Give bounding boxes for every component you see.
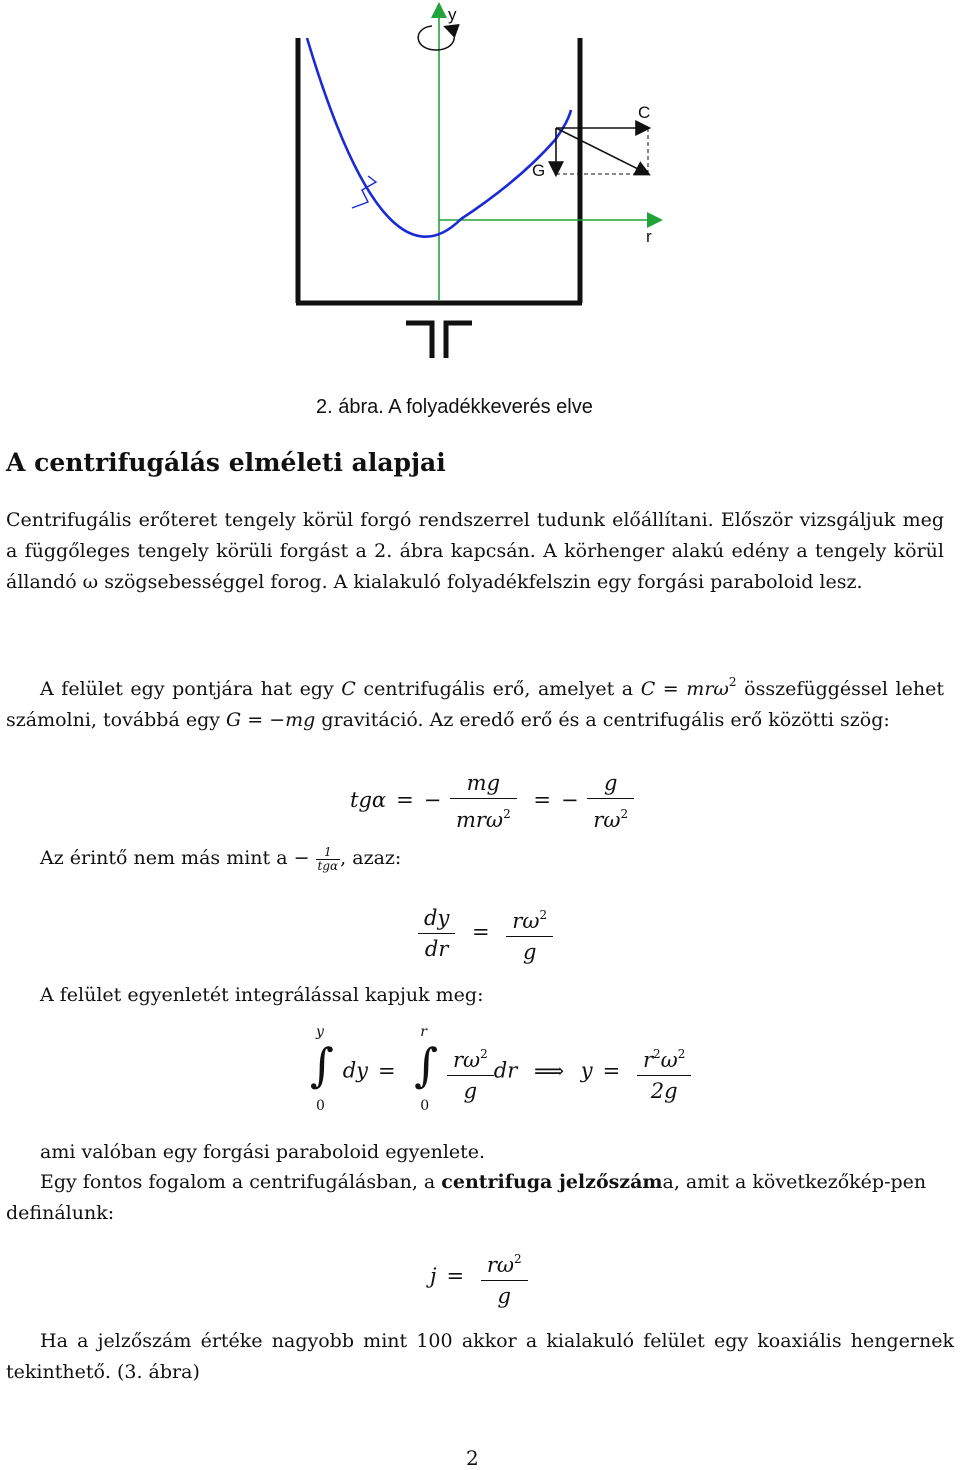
- page-number: 2: [466, 1446, 479, 1470]
- shaft-right: [446, 323, 472, 358]
- paragraph-1: Centrifugális erőteret tengely körül forgó rendszerrel tudunk előállítani. Először vizsgáljuk meg a függőleges tengely körüli forgást a 2. ábra kapcsán. A körhenger alakú edény a tengely körül állandó ω szögsebességgel forog. A kialakuló folyadékfelszin egy forgási paraboloid lesz.: [6, 509, 944, 593]
- equation-integral: y ∫ 0 dy = r ∫ 0 $\frac{r\omega^2}{g}$ dr ⟹ y = $\frac{r^2\omega^2}{2g}$: [308, 1032, 691, 1112]
- paragraph-3: Az érintő nem más mint a − $\frac{1}{\text{tgα}}$ , azaz:: [40, 844, 402, 873]
- equation-derivative: $\frac{dy}{dr}$ = $\frac{r\omega^2}{g}$: [418, 900, 553, 967]
- paragraph-4: A felület egyenletét integrálással kapjuk meg:: [40, 984, 484, 1006]
- y-axis-label: y: [448, 5, 457, 24]
- r-axis-label: r: [646, 227, 652, 246]
- figure-caption: 2. ábra. A folyadékkeverés elve: [316, 396, 593, 418]
- paragraph-5: ami valóban egy forgási paraboloid egyenlete.: [40, 1141, 486, 1163]
- centrifuge-figure: [0, 0, 960, 440]
- resultant-vector: [556, 128, 648, 174]
- paragraph-2: A felület egy pontjára hat egy C centrifugális erő, amelyet a C = mrω$^2$ összefüggéssel lehet számolni, továbbá egy G = −mg gravitáció. Az eredő erő és a centrifugális erő közötti szög:: [6, 675, 944, 731]
- section-heading: A centrifugálás elméleti alapjai: [6, 448, 446, 477]
- shaft-left: [406, 323, 432, 358]
- rotation-arrow-icon: [418, 26, 454, 50]
- g-label: G: [532, 161, 546, 180]
- c-label: C: [638, 103, 651, 122]
- paragraph-7: Ha a jelzőszám értéke nagyobb mint 100 akkor a kialakuló felület egy koaxiális hengernek tekinthető. (3. ábra): [6, 1330, 954, 1383]
- paragraph-6: Egy fontos fogalom a centrifugálásban, a centrifuga jelzőszáma, amit a következőkép-pen definálunk:: [6, 1171, 927, 1224]
- equation-tangent-angle: tgα = − $\frac{mg}{mr\omega^2}$ = − $\frac{g}{r\omega^2}$: [350, 768, 634, 835]
- equation-centrifuge-number: j = $\frac{r\omega^2}{g}$: [430, 1244, 528, 1311]
